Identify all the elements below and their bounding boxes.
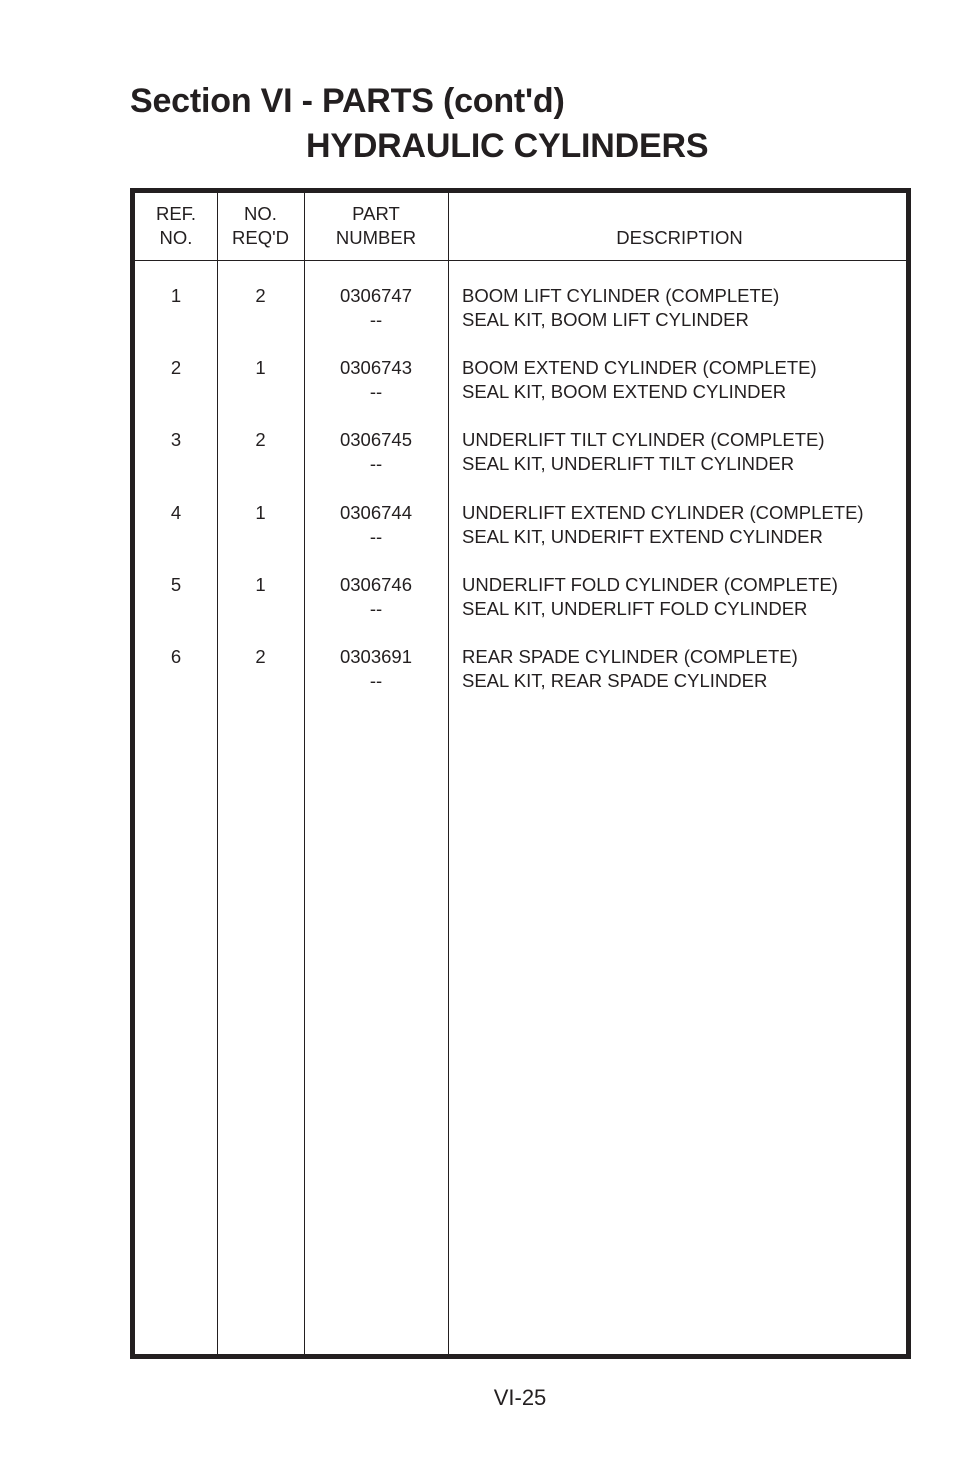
row-qty: 2 — [255, 285, 266, 306]
row-description-seal-kit: SEAL KIT, UNDERLIFT FOLD CYLINDER — [462, 598, 808, 619]
header-divider — [135, 260, 906, 261]
row-part-number: 0303691 — [339, 646, 413, 667]
row-qty: 1 — [255, 574, 266, 595]
row-description-seal-kit: SEAL KIT, BOOM EXTEND CYLINDER — [462, 381, 787, 402]
header-ref-line2: NO. — [159, 227, 193, 248]
row-part-number: 0306747 — [339, 285, 413, 306]
row-part-number-blank: -- — [369, 670, 383, 691]
row-description-seal-kit: SEAL KIT, BOOM LIFT CYLINDER — [462, 309, 749, 330]
row-description: UNDERLIFT TILT CYLINDER (COMPLETE) — [462, 429, 825, 450]
header-qty-line2: REQ'D — [232, 227, 289, 248]
row-ref-no: 1 — [170, 285, 182, 306]
parts-table — [130, 188, 911, 1359]
row-ref-no: 3 — [170, 429, 182, 450]
header-description: DESCRIPTION — [616, 227, 743, 248]
row-qty: 2 — [255, 646, 266, 667]
row-ref-no: 6 — [170, 646, 182, 667]
row-description-seal-kit: SEAL KIT, UNDERIFT EXTEND CYLINDER — [462, 526, 823, 547]
row-part-number: 0306744 — [339, 502, 413, 523]
header-qty-line1: NO. — [244, 203, 277, 224]
row-description: UNDERLIFT FOLD CYLINDER (COMPLETE) — [462, 574, 838, 595]
row-qty: 1 — [255, 502, 266, 523]
row-part-number-blank: -- — [369, 598, 383, 619]
row-ref-no: 5 — [170, 574, 182, 595]
column-divider — [448, 193, 449, 1354]
header-part-line2: NUMBER — [335, 227, 417, 248]
header-ref-no — [135, 202, 217, 250]
section-title: Section VI - PARTS (cont'd) — [130, 82, 565, 120]
page-title: HYDRAULIC CYLINDERS — [306, 127, 709, 165]
row-part-number: 0306745 — [339, 429, 413, 450]
row-ref-no: 2 — [170, 357, 182, 378]
row-description: REAR SPADE CYLINDER (COMPLETE) — [462, 646, 798, 667]
row-part-number-blank: -- — [369, 453, 383, 474]
row-part-number: 0306743 — [339, 357, 413, 378]
row-description-seal-kit: SEAL KIT, UNDERLIFT TILT CYLINDER — [462, 453, 795, 474]
row-qty: 2 — [255, 429, 266, 450]
header-ref-line1: REF. — [155, 203, 197, 224]
row-ref-no: 4 — [170, 502, 182, 523]
header-part-number — [304, 202, 448, 250]
row-qty: 1 — [255, 357, 266, 378]
row-description: UNDERLIFT EXTEND CYLINDER (COMPLETE) — [462, 502, 864, 523]
header-no-reqd — [217, 202, 304, 250]
row-description-seal-kit: SEAL KIT, REAR SPADE CYLINDER — [462, 670, 768, 691]
row-part-number: 0306746 — [339, 574, 413, 595]
row-description: BOOM LIFT CYLINDER (COMPLETE) — [462, 285, 780, 306]
row-description: BOOM EXTEND CYLINDER (COMPLETE) — [462, 357, 817, 378]
page-number: VI-25 — [493, 1385, 547, 1410]
row-part-number-blank: -- — [369, 526, 383, 547]
header-part-line1: PART — [352, 203, 400, 224]
row-part-number-blank: -- — [369, 309, 383, 330]
row-part-number-blank: -- — [369, 381, 383, 402]
